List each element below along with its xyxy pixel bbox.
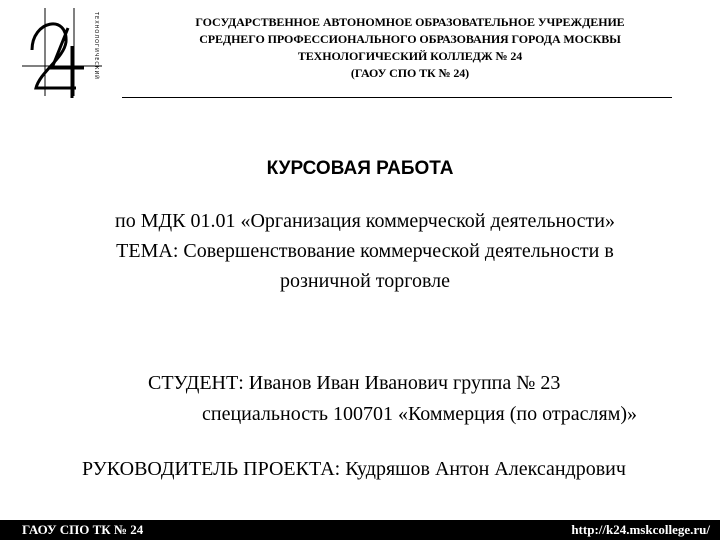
header-rule-short: [122, 97, 192, 98]
subject-line-2: ТЕМА: Совершенствование коммерческой деятельности в: [116, 240, 614, 262]
footer-url-link[interactable]: http://k24.mskcollege.ru/: [571, 522, 710, 537]
header-rule-long: [192, 97, 672, 98]
institution-header: [150, 14, 670, 82]
header-line-2: СРЕДНЕГО ПРОФЕССИОНАЛЬНОГО ОБРАЗОВАНИЯ ГОРОДА МОСКВЫ: [199, 32, 621, 46]
college-logo-icon: [18, 6, 110, 106]
header-line-1: ГОСУДАРСТВЕННОЕ АВТОНОМНОЕ ОБРАЗОВАТЕЛЬНОЕ УЧРЕЖДЕНИЕ: [195, 15, 625, 29]
subject-line-1: по МДК 01.01 «Организация коммерческой деятельности»: [115, 210, 615, 232]
supervisor-line: РУКОВОДИТЕЛЬ ПРОЕКТА: Кудряшов Антон Александрович: [82, 458, 626, 480]
specialty-line: специальность 100701 «Коммерция (по отраслям)»: [202, 403, 638, 425]
header-line-4: (ГАОУ СПО ТК № 24): [350, 66, 470, 80]
header-line-3: ТЕХНОЛОГИЧЕСКИЙ КОЛЛЕДЖ № 24: [297, 49, 523, 63]
svg-text:ТЕХНОЛОГИЧЕСКИЙ: ТЕХНОЛОГИЧЕСКИЙ: [93, 12, 99, 80]
student-line: СТУДЕНТ: Иванов Иван Иванович группа № 23: [148, 372, 561, 394]
footer-bar: [0, 520, 720, 540]
subject-block: [40, 206, 690, 296]
subject-line-3: розничной торговле: [280, 270, 450, 292]
document-title: КУРСОВАЯ РАБОТА: [266, 158, 454, 179]
footer-institution: ГАОУ СПО ТК № 24: [22, 522, 144, 537]
